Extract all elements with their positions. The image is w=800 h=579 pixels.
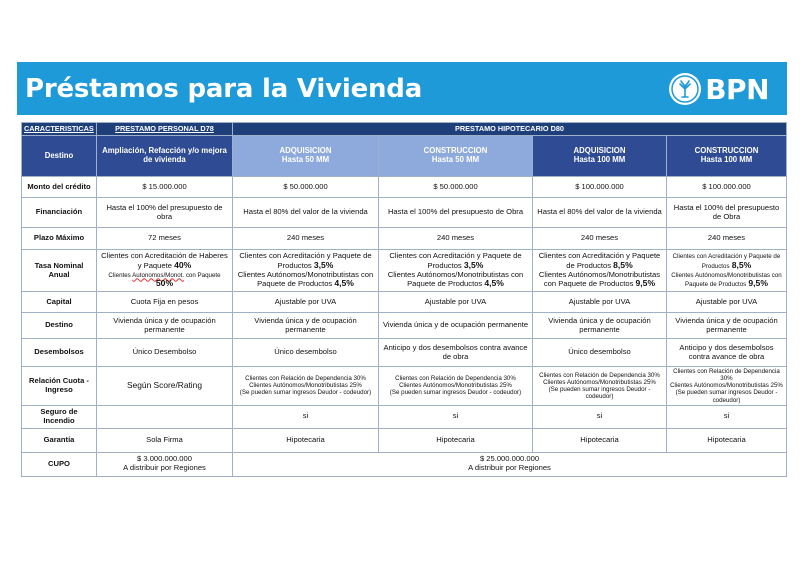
table-cell: 72 meses [97, 228, 233, 250]
row-label-capital: Capital [22, 292, 97, 313]
logo-text: BPN [705, 72, 769, 106]
table-cell: si [533, 405, 667, 428]
table-cell: $ 100.000.000 [533, 177, 667, 198]
table-cell: Clientes con Acreditación de Haberes y Paquete 40% Clientes Autonomos/Monot. con Paquete 50% [97, 250, 233, 292]
row-label-seguro: Seguro de Incendio [22, 405, 97, 428]
table-cell: Hasta el 100% del presupuesto de Obra [379, 198, 533, 228]
table-cell: Clientes con Acreditación y Paquete de Productos 3,5% Clientes Autónomos/Monotributistas con Paquete de Productos 4,5% [233, 250, 379, 292]
row-label-relacion: Relación Cuota - Ingreso [22, 367, 97, 406]
table-cell: 240 meses [233, 228, 379, 250]
table-row [22, 367, 787, 406]
title-banner [17, 62, 787, 115]
destino-col-2: CONSTRUCCION Hasta 50 MM [379, 136, 533, 177]
row-label-desembolsos: Desembolsos [22, 339, 97, 367]
table-cell: Ajustable por UVA [667, 292, 787, 313]
table-cell: Vivienda única y de ocupación permanente [233, 313, 379, 339]
row-label-destino-2: Destino [22, 313, 97, 339]
loan-comparison-table [21, 122, 787, 477]
table-row [22, 228, 787, 250]
page-title: Préstamos para la Vivienda [25, 74, 423, 104]
table-cell: Hipotecaria [533, 428, 667, 452]
table-header-row [22, 123, 787, 136]
table-cell: Según Score/Rating [97, 367, 233, 406]
table-cell: Hasta el 80% del valor de la vivienda [233, 198, 379, 228]
table-cell [97, 405, 233, 428]
table-cell: Vivienda única y de ocupación permanente [533, 313, 667, 339]
table-cell: Anticipo y dos desembolsos contra avance de obra [667, 339, 787, 367]
row-label-financiacion: Financiación [22, 198, 97, 228]
table-row [22, 452, 787, 476]
destino-personal: Ampliación, Refacción y/o mejora de vivienda [97, 136, 233, 177]
row-label-destino: Destino [22, 136, 97, 177]
destino-col-1: ADQUISICION Hasta 50 MM [233, 136, 379, 177]
table-cell: si [379, 405, 533, 428]
table-row [22, 250, 787, 292]
table-cell: Clientes con Relación de Dependencia 30% Clientes Autónomos/Monotributistas 25% (Se pueden sumar ingresos Deudor - codeudor) [667, 367, 787, 406]
table-cell: si [233, 405, 379, 428]
table-cell: Clientes con Relación de Dependencia 30% Clientes Autónomos/Monotributistas 25% (Se pueden sumar ingresos Deudor - codeudor) [379, 367, 533, 406]
table-cell: Único Desembolso [97, 339, 233, 367]
header-caracteristicas: CARACTERISTICAS [22, 123, 97, 136]
tree-logo-icon [669, 73, 701, 105]
table-row [22, 428, 787, 452]
table-row [22, 292, 787, 313]
table-cell: Único desembolso [533, 339, 667, 367]
table-cell: Vivienda única y de ocupación permanente [379, 313, 533, 339]
table-cell: Vivienda única y de ocupación permanente [667, 313, 787, 339]
table-row [22, 198, 787, 228]
table-cell: Ajustable por UVA [533, 292, 667, 313]
table-cell: 240 meses [533, 228, 667, 250]
destino-col-4: CONSTRUCCION Hasta 100 MM [667, 136, 787, 177]
table-row [22, 405, 787, 428]
table-cell: Hipotecaria [379, 428, 533, 452]
table-cell: Hipotecaria [233, 428, 379, 452]
table-cell: $ 3.000.000.000 A distribuir por Regiones [97, 452, 233, 476]
row-label-garantia: Garantía [22, 428, 97, 452]
header-mortgage-loan: PRESTAMO HIPOTECARIO D80 [233, 123, 787, 136]
table-row [22, 177, 787, 198]
table-cell: $ 50.000.000 [233, 177, 379, 198]
table-cell: Cuota Fija en pesos [97, 292, 233, 313]
table-cell: $ 50.000.000 [379, 177, 533, 198]
table-cell: Ajustable por UVA [379, 292, 533, 313]
table-cell: Clientes con Acreditación y Paquete de Productos 8,5% Clientes Autónomos/Monotributistas con Paquete de Productos 9,5% [533, 250, 667, 292]
table-cell: si [667, 405, 787, 428]
row-label-monto: Monto del crédito [22, 177, 97, 198]
row-label-cupo: CUPO [22, 452, 97, 476]
table-cell: $ 100.000.000 [667, 177, 787, 198]
header-personal-loan: PRESTAMO PERSONAL D78 [97, 123, 233, 136]
table-cell: Único desembolso [233, 339, 379, 367]
table-row [22, 313, 787, 339]
row-label-tasa: Tasa Nominal Anual [22, 250, 97, 292]
destino-col-3: ADQUISICION Hasta 100 MM [533, 136, 667, 177]
table-cell: $ 15.000.000 [97, 177, 233, 198]
table-cell: Clientes con Acreditación y Paquete de Productos 8,5% Clientes Autónomos/Monotributistas con Paquete de Productos 9,5% [667, 250, 787, 292]
table-row [22, 339, 787, 367]
table-cell: Sola Firma [97, 428, 233, 452]
table-cell: Clientes con Relación de Dependencia 30% Clientes Autónomos/Monotributistas 25% (Se pueden sumar ingresos Deudor - codeudor) [233, 367, 379, 406]
table-cell: Vivienda única y de ocupación permanente [97, 313, 233, 339]
table-cell: Clientes con Acreditación y Paquete de Productos 3,5% Clientes Autónomos/Monotributistas con Paquete de Productos 4,5% [379, 250, 533, 292]
table-cell: Hasta el 100% del presupuesto de obra [97, 198, 233, 228]
table-cell: Anticipo y dos desembolsos contra avance de obra [379, 339, 533, 367]
table-cell: Hasta el 80% del valor de la vivienda [533, 198, 667, 228]
table-cell: Ajustable por UVA [233, 292, 379, 313]
table-cell: 240 meses [379, 228, 533, 250]
table-cell: 240 meses [667, 228, 787, 250]
destino-header-row [22, 136, 787, 177]
table-cell: $ 25.000.000.000 A distribuir por Regiones [233, 452, 787, 476]
row-label-plazo: Plazo Máximo [22, 228, 97, 250]
table-cell: Clientes con Relación de Dependencia 30% Clientes Autónomos/Monotributistas 25% (Se pueden sumar ingresos Deudor - codeudor) [533, 367, 667, 406]
table-cell: Hipotecaria [667, 428, 787, 452]
bpn-logo [669, 72, 769, 106]
table-cell: Hasta el 100% del presupuesto de Obra [667, 198, 787, 228]
